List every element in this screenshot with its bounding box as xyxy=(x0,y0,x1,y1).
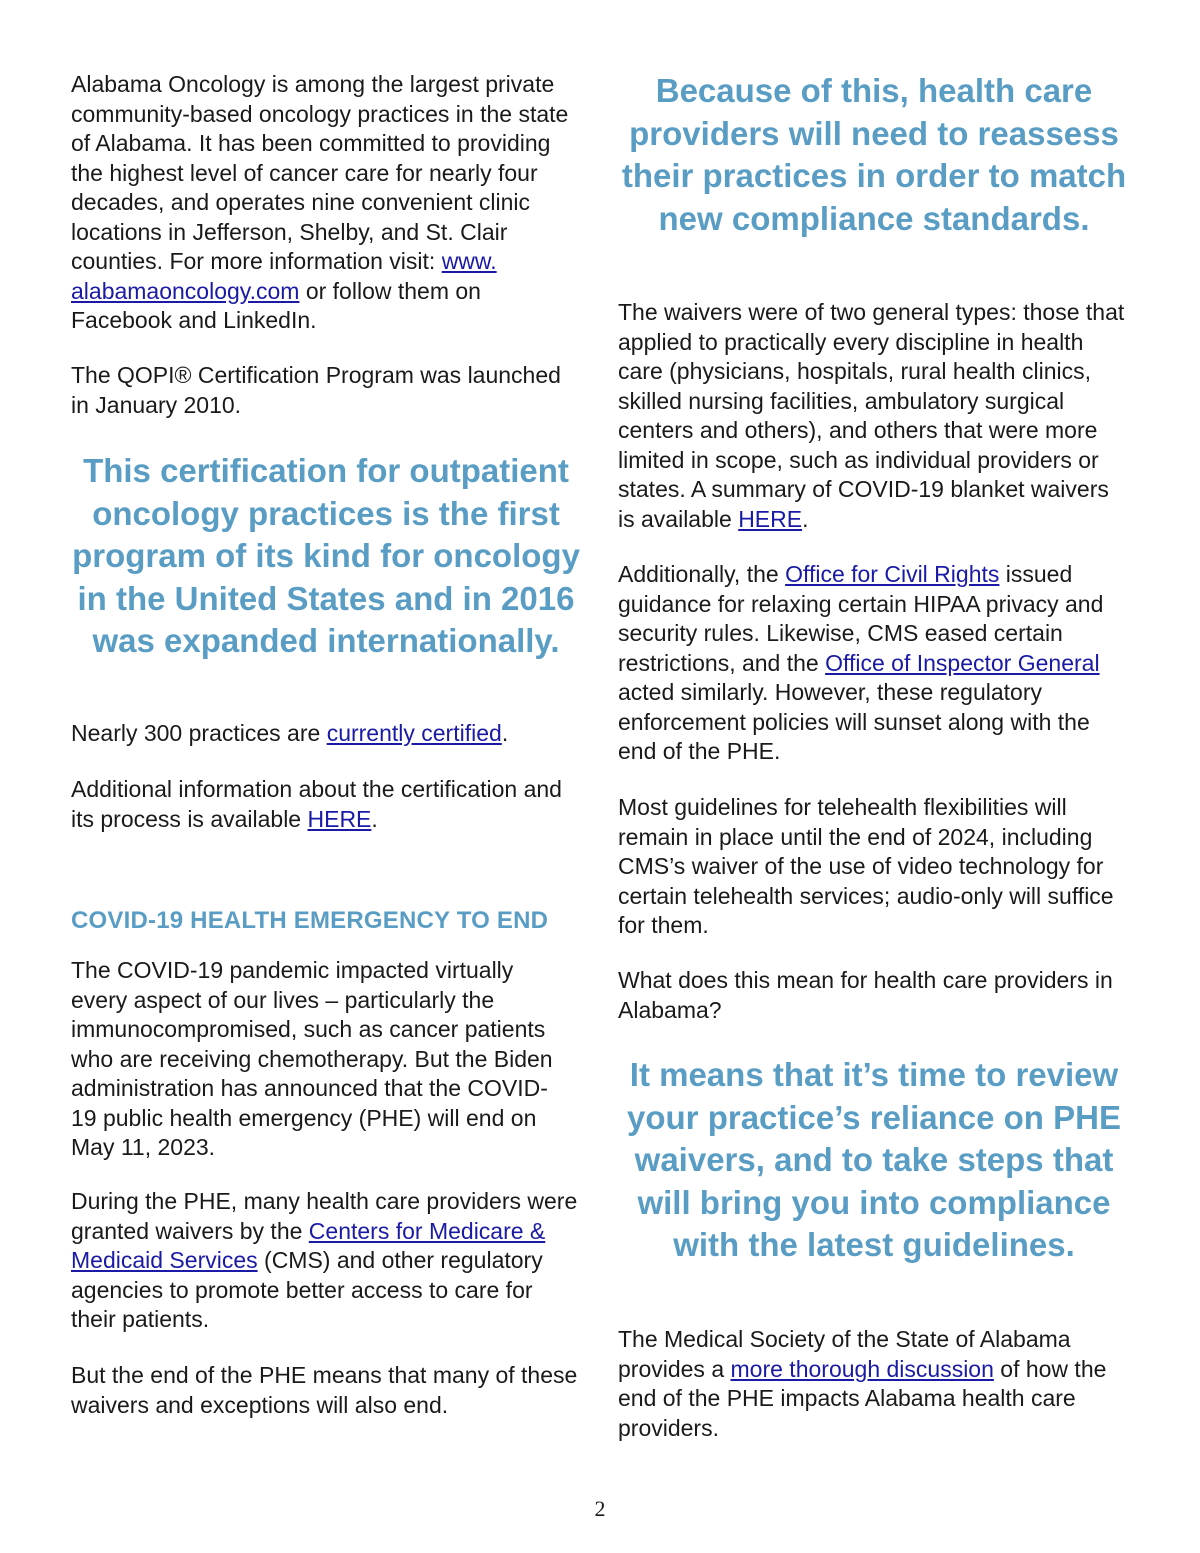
intro-text: Alabama Oncology is among the largest private community-based oncology practices in the state of Alabama. It has been committed to providing the highest level of cancer care for nearly four decades, and operates nine convenient clinic locations in Jefferson, Shelby, and St. Clair counties. For more information visit: xyxy=(71,71,569,274)
intro-text-tail: or follow them on Facebook and LinkedIn. xyxy=(71,277,481,333)
cms-link[interactable]: Centers for Medicare & Medicaid Services xyxy=(71,1217,546,1273)
telehealth-block xyxy=(618,793,1123,941)
office-civil-rights-link[interactable]: Office for Civil Rights xyxy=(785,561,1000,587)
intro-paragraph xyxy=(71,70,581,336)
additional-info-paragraph xyxy=(71,775,581,834)
society-paragraph xyxy=(618,1325,1118,1443)
right-pull-quote-1-block xyxy=(618,70,1130,240)
certification-here-link[interactable]: HERE xyxy=(307,805,372,832)
society-text-tail: of how the end of the PHE impacts Alabama health care providers. xyxy=(618,1355,1107,1441)
covid-block xyxy=(71,956,566,1163)
certified-block xyxy=(71,719,581,749)
waivers-paragraph xyxy=(71,1187,581,1335)
alabama-oncology-link[interactable]: www. alabamaoncology.com xyxy=(71,248,497,304)
waivers-block xyxy=(71,1187,581,1335)
certified-text-tail: . xyxy=(501,720,509,746)
currently-certified-link[interactable]: currently certified xyxy=(326,720,502,746)
ocr-text-3: acted similarly. However, these regulatory enforcement policies will sunset along with the end of the PHE. xyxy=(618,679,1090,764)
waiver-types-text: The waivers were of two general types: those that applied to practically every discipline in health care (physicians, hospitals, rural health clinics, skilled nursing facilities, ambulatory surgical centers and others), and others that were more limited in scope, such as individual providers or states. A summary of COVID-19 blanket waivers is available xyxy=(618,299,1125,532)
waiver-types-text-tail: . xyxy=(802,505,809,532)
additional-text-tail: . xyxy=(371,805,378,832)
question-paragraph: What does this mean for health care providers in Alabama? xyxy=(618,967,1113,1023)
waiver-types-block xyxy=(618,298,1130,534)
end-block xyxy=(71,1361,581,1420)
waivers-text-tail: (CMS) and other regulatory agencies to promote better access to care for their patients. xyxy=(71,1247,543,1332)
right-pull-quote-1: Because of this, health care providers will need to reassess their practices in order to match new compliance standards. xyxy=(621,72,1127,237)
section-heading-block xyxy=(71,906,591,936)
right-pull-quote-2-block xyxy=(618,1054,1130,1267)
office-inspector-general-link[interactable]: Office of Inspector General xyxy=(825,649,1100,676)
covid-paragraph: The COVID-19 pandemic impacted virtually every aspect of our lives – particularly the immunocompromised, such as cancer patients who are receiving chemotherapy. But the Biden administration has announced that the COVID-19 public health emergency (PHE) will end on May 11, 2023. xyxy=(71,957,553,1160)
page-number: 2 xyxy=(594,1496,606,1521)
ocr-text-2: issued guidance for relaxing certain HIPAA privacy and security rules. Likewise, CMS eased certain restrictions, and the xyxy=(618,561,1104,676)
section-heading: COVID-19 HEALTH EMERGENCY TO END xyxy=(71,907,549,934)
waiver-types-paragraph xyxy=(618,298,1130,534)
additional-info-block xyxy=(71,775,581,834)
additional-text: Additional information about the certification and its process is available xyxy=(71,776,562,832)
society-block xyxy=(618,1325,1118,1443)
society-text: The Medical Society of the State of Alabama provides a xyxy=(618,1326,1071,1382)
telehealth-paragraph: Most guidelines for telehealth flexibilities will remain in place until the end of 2024, including CMS’s waiver of the use of video technology for certain telehealth services; audio-only will suffice for them. xyxy=(618,794,1114,938)
certified-paragraph xyxy=(71,719,581,749)
ocr-text-1: Additionally, the xyxy=(618,561,786,587)
left-column xyxy=(71,70,581,336)
certified-text: Nearly 300 practices are xyxy=(71,720,327,746)
ocr-paragraph xyxy=(618,560,1118,767)
left-pull-quote: This certification for outpatient oncology practices is the first program of its kind for oncology in the United States and in 2016 was expanded internationally. xyxy=(72,452,580,659)
qopi-launch-block xyxy=(71,361,581,420)
question-block xyxy=(618,966,1123,1025)
blanket-waivers-here-link[interactable]: HERE xyxy=(738,505,803,532)
qopi-launch-paragraph: The QOPI® Certification Program was launched in January 2010. xyxy=(71,362,561,418)
end-paragraph: But the end of the PHE means that many of these waivers and exceptions will also end. xyxy=(71,1362,578,1418)
ocr-block xyxy=(618,560,1118,767)
left-pull-quote-block xyxy=(71,450,581,663)
waivers-text: During the PHE, many health care providers were granted waivers by the xyxy=(71,1188,578,1244)
right-pull-quote-2: It means that it’s time to review your practice’s reliance on PHE waivers, and to take steps that will bring you into compliance with the latest guidelines. xyxy=(627,1056,1121,1263)
thorough-discussion-link[interactable]: more thorough discussion xyxy=(730,1355,994,1382)
